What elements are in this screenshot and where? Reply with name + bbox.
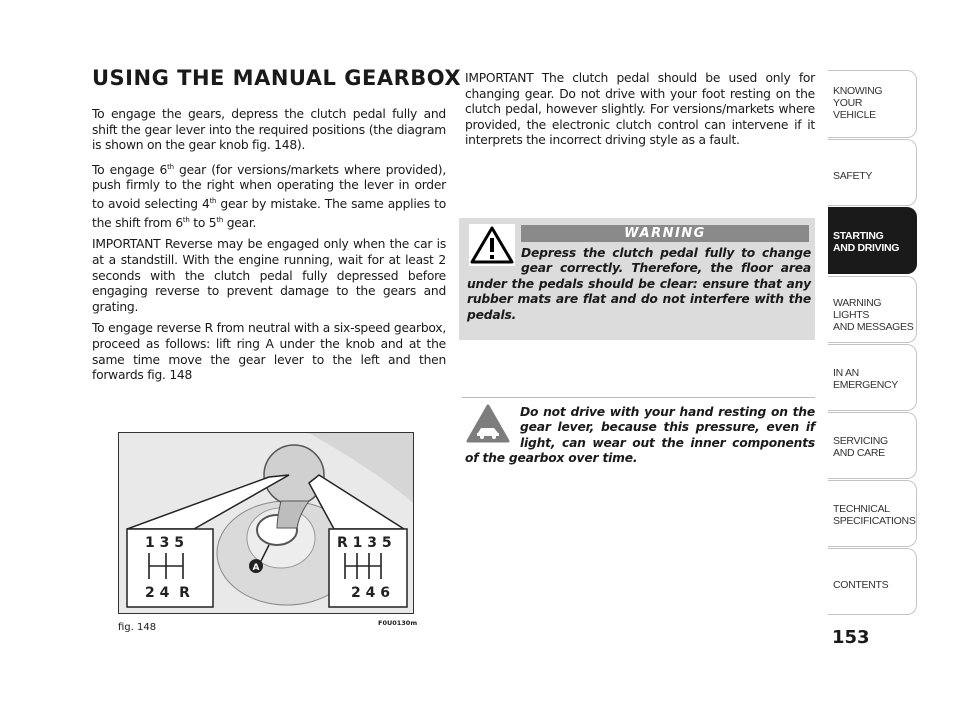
- paragraph-sixth-gear: To engage 6th gear (for versions/markets where provided), push firmly to the right when operating the lever in order to avoid selecting 4th gear by mistake. The same applies to the shift from 6th to 5th gear.: [92, 162, 446, 230]
- left-column: [92, 107, 446, 390]
- ring-marker-label: A: [252, 563, 260, 573]
- tab-label: WARNING LIGHTS AND MESSAGES: [833, 297, 914, 333]
- paragraph-engage-gears: To engage the gears, depress the clutch pedal fully and shift the gear lever into the required positions (the diagram is shown on the gear knob fig. 148).: [92, 107, 446, 153]
- page-number: 153: [832, 627, 870, 648]
- tab-knowing-your-vehicle[interactable]: [828, 70, 917, 138]
- tab-label: KNOWING YOUR VEHICLE: [833, 85, 883, 121]
- tab-in-an-emergency[interactable]: [828, 344, 917, 411]
- tab-label: STARTING AND DRIVING: [833, 230, 900, 254]
- note-divider: [462, 397, 815, 398]
- tab-label: SAFETY: [833, 170, 873, 182]
- clutch-important-note: IMPORTANT The clutch pedal should be used only for changing gear. Do not drive with your foot resting on the clutch pedal, however slightly. For versions/markets where provided, the electronic clutch control can intervene if it interprets the incorrect driving style as a fault.: [465, 71, 815, 148]
- tab-label: CONTENTS: [833, 579, 889, 591]
- warning-box: [459, 218, 815, 340]
- right-pattern-top: R 1 3 5: [337, 535, 392, 551]
- warning-text: Depress the clutch pedal fully to change gear correctly. Therefore, the floor area under the pedals should be clear: ensure that any rubber mats are flat and do not interfere with the pedals.: [467, 246, 811, 322]
- tab-safety[interactable]: [828, 139, 917, 206]
- section-heading: USING THE MANUAL GEARBOX: [92, 66, 462, 90]
- gear-lever-figure: [118, 432, 414, 614]
- figure-caption: fig. 148: [118, 622, 157, 633]
- gear-lever-illustration: [119, 433, 413, 613]
- tab-label: TECHNICAL SPECIFICATIONS: [833, 503, 916, 527]
- caution-text: Do not drive with your hand resting on the gear lever, because this pressure, even if light, can wear out the inner components of the gearbox over time.: [465, 405, 815, 466]
- tab-starting-and-driving[interactable]: [828, 207, 917, 274]
- paragraph-reverse-important: IMPORTANT Reverse may be engaged only when the car is at a standstill. With the engine running, wait for at least 2 seconds with the clutch pedal fully depressed before engaging reverse to prevent damage to the gears and grating.: [92, 237, 446, 314]
- tab-warning-lights[interactable]: [828, 276, 917, 343]
- tab-label: SERVICING AND CARE: [833, 435, 888, 459]
- right-pattern-bottom: 2 4 6: [351, 585, 390, 601]
- left-pattern-top: 1 3 5: [145, 535, 184, 551]
- tab-servicing-and-care[interactable]: [828, 412, 917, 479]
- tab-label: IN AN EMERGENCY: [833, 367, 898, 391]
- left-pattern-bottom: 2 4 R: [145, 585, 190, 601]
- paragraph-reverse-procedure: To engage reverse R from neutral with a six-speed gearbox, proceed as follows: lift ring A under the knob and at the same time move the gear lever to the left and then forwards fig. 148: [92, 321, 446, 383]
- tab-technical-specifications[interactable]: [828, 480, 917, 547]
- figure-code: F0U0130m: [378, 619, 418, 627]
- warning-label: WARNING: [521, 225, 809, 242]
- tab-contents[interactable]: [828, 548, 917, 615]
